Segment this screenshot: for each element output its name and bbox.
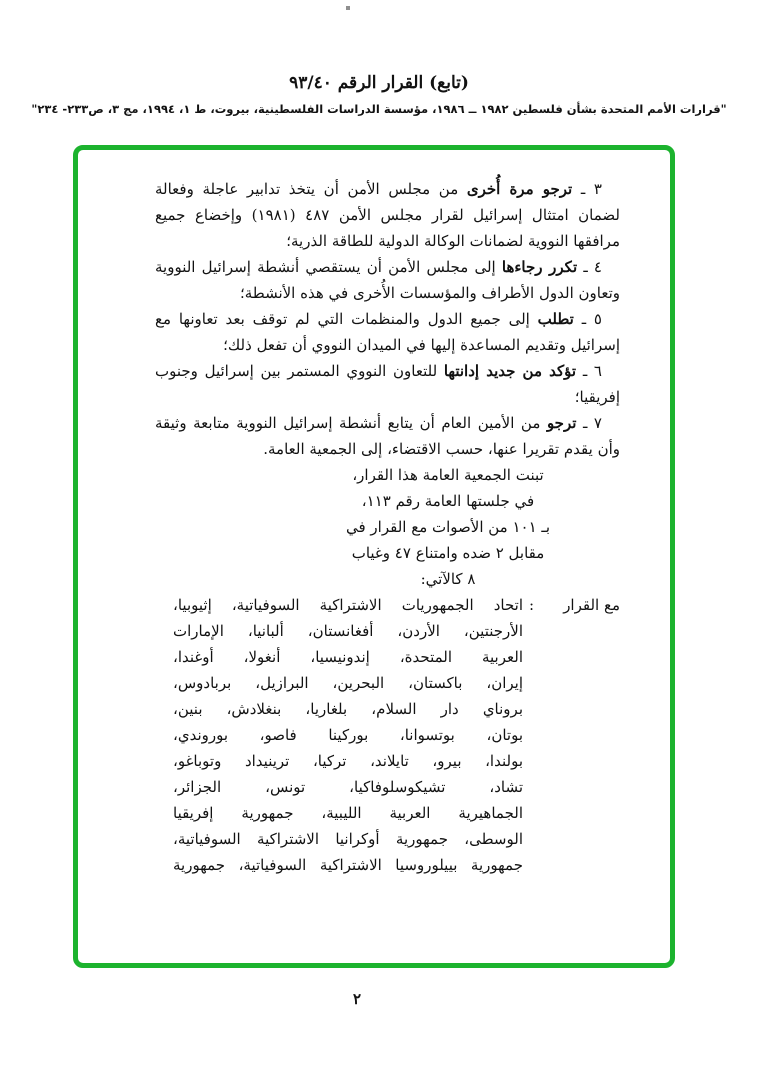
vote-line: اتحاد الجمهوريات الاشتراكية السوفياتية، إثيوبيا، <box>173 596 523 614</box>
adoption-statement-block <box>338 462 558 592</box>
vote-line: تشاد، تشيكوسلوفاكيا، تونس، الجزائر، <box>173 778 523 796</box>
page-title: (تابع) القرار الرقم ٩٣/٤٠ <box>289 73 469 93</box>
resolution-body <box>155 176 620 878</box>
paragraph-number: ٣ <box>593 180 602 198</box>
paragraph-text: من الأمين العام أن يتابع أنشطة إسرائيل النووية متابعة وثيقة وأن يقدم تقريرا عنها، حسب الاقتضاء، إلى الجمعية العامة. <box>155 414 620 458</box>
paragraph-lead: ترجو <box>546 414 577 432</box>
source-citation-line: "قرارات الأمم المتحدة بشأن فلسطين ١٩٨٢ ــ ١٩٨٦، مؤسسة الدراسات الفلسطينية، بيروت، ط ١، ١٩٩٤، مج ٣، ص٢٣٣- ٢٣٤" <box>31 102 727 116</box>
paragraph-text: للتعاون النووي المستمر بين إسرائيل وجنوب إفريقيا؛ <box>155 362 620 406</box>
adoption-line: ٨ كالآتي: <box>420 570 476 588</box>
page-number: ٢ <box>352 990 362 1008</box>
adoption-line: مقابل ٢ ضده وامتناع ٤٧ وغياب <box>351 544 545 562</box>
resolution-paragraph-5 <box>155 306 620 358</box>
paragraph-number: ٥ <box>593 310 602 328</box>
vote-label-cell <box>523 592 620 618</box>
vote-line: الأرجنتين، الأردن، أفغانستان، ألبانيا، الإمارات <box>173 622 523 640</box>
vote-line: جمهورية بييلوروسيا الاشتراكية السوفياتية، جمهورية <box>173 856 523 874</box>
scan-speck <box>346 6 350 10</box>
vote-section <box>155 592 620 878</box>
paragraph-lead: تكرر رجاءها <box>501 258 578 276</box>
adoption-line: في جلستها العامة رقم ١١٣، <box>361 492 535 510</box>
paragraph-dash: ـ <box>582 414 588 432</box>
paragraph-lead: ترجو مرة أُخرى <box>466 180 573 198</box>
resolution-paragraph-7 <box>155 410 620 462</box>
paragraph-dash: ـ <box>581 310 587 328</box>
paragraph-number: ٦ <box>593 362 602 380</box>
vote-colon: : <box>529 596 535 614</box>
vote-label: مع القرار <box>563 596 620 614</box>
paragraph-text: إلى جميع الدول والمنظمات التي لم توقف بعد تعاونها مع إسرائيل وتقديم المساعدة إليها في الميدان النووي أن تفعل ذلك؛ <box>155 310 620 354</box>
paragraph-lead: تؤكد من جديد إدانتها <box>443 362 577 380</box>
vote-line: إيران، باكستان، البحرين، البرازيل، بربادوس، <box>173 674 523 692</box>
vote-line: الوسطى، جمهورية أوكرانيا الاشتراكية السوفياتية، <box>173 830 523 848</box>
vote-line: بولندا، بيرو، تايلاند، تركيا، ترينيداد وتوباغو، <box>173 752 523 770</box>
resolution-paragraph-3 <box>155 176 620 254</box>
paragraph-dash: ـ <box>582 362 588 380</box>
paragraph-text: إلى مجلس الأمن أن يستقصي أنشطة إسرائيل النووية وتعاون الدول الأطراف والمؤسسات الأُخرى في هذه الأنشطة؛ <box>155 258 620 302</box>
vote-line: بروناي دار السلام، بلغاريا، بنغلادش، بنين، <box>173 700 523 718</box>
paragraph-dash: ـ <box>580 180 586 198</box>
paragraph-number: ٤ <box>593 258 602 276</box>
vote-country-list <box>173 592 523 878</box>
vote-line: الجماهيرية العربية الليبية، جمهورية إفريقيا <box>173 804 523 822</box>
paragraph-lead: تطلب <box>537 310 574 328</box>
vote-line: بوتان، بوتسوانا، بوركينا فاصو، بوروندي، <box>173 726 523 744</box>
vote-line: العربية المتحدة، إندونيسيا، أنغولا، أوغندا، <box>173 648 523 666</box>
resolution-paragraph-6 <box>155 358 620 410</box>
resolution-paragraph-4 <box>155 254 620 306</box>
adoption-line: بـ ١٠١ من الأصوات مع القرار في <box>345 518 550 536</box>
paragraph-text: من مجلس الأمن أن يتخذ تدابير عاجلة وفعالة لضمان امتثال إسرائيل لقرار مجلس الأمن ٤٨٧ (١٩٨١) وإخضاع جميع مرافقها النووية لضمانات الوكالة الدولية للطاقة الذرية؛ <box>155 180 621 250</box>
adoption-line: تبنت الجمعية العامة هذا القرار، <box>352 466 544 484</box>
paragraph-dash: ـ <box>583 258 588 276</box>
paragraph-number: ٧ <box>593 414 602 432</box>
